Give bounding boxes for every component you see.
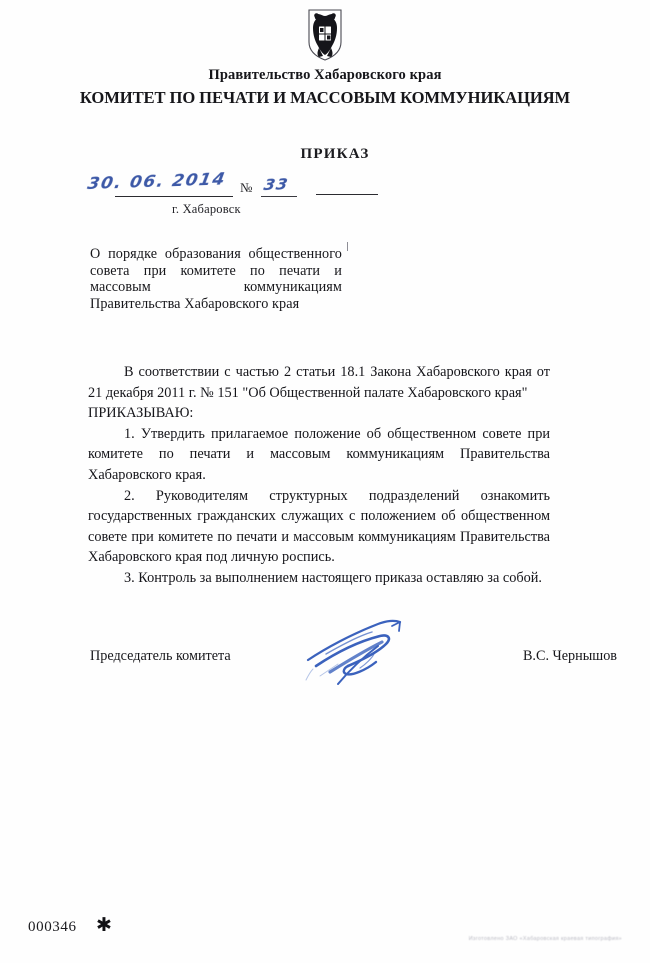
- registration-bar: [85, 169, 418, 222]
- blank-rule: [316, 194, 378, 195]
- footer-imprint-note: Изготовлено ЗАО «Хабаровская краевая типография»: [468, 936, 622, 942]
- document-body: [88, 362, 550, 589]
- emblem-container: [0, 8, 650, 62]
- signatory-name: В.С. Чернышов: [522, 648, 617, 664]
- subject-block: [90, 246, 342, 312]
- body-item-2: 2. Руководителям структурных подразделений ознакомить государственных гражданских служащих с положением об общественном совете при комитете по печати и массовым коммуникациям Правительства Хабаровского края под личную роспись.: [88, 487, 550, 566]
- subject-text: О порядке образования общественного совета при комитете по печати и массовым коммуникациям Правительства Хабаровского края: [90, 246, 342, 312]
- body-preamble: В соответствии с частью 2 статьи 18.1 Закона Хабаровского края от 21 декабря 2011 г. № 151 "Об Общественной палате Хабаровского края": [88, 364, 550, 401]
- registration-date-handwritten: 30. 06. 2014: [85, 169, 228, 195]
- date-rule: [115, 196, 233, 197]
- stamp-number: 000346: [28, 919, 77, 935]
- committee-line: КОМИТЕТ ПО ПЕЧАТИ И МАССОВЫМ КОММУНИКАЦИЯМ: [79, 88, 571, 107]
- registration-number-handwritten: 33: [262, 174, 291, 195]
- government-line: Правительство Хабаровского края: [208, 67, 442, 83]
- khabarovsk-krai-coat-of-arms-bear-icon: [303, 8, 347, 62]
- city-label: г. Хабаровск: [172, 202, 241, 216]
- page-title: ПРИКАЗ: [300, 146, 370, 162]
- number-label: №: [240, 180, 253, 195]
- body-item-1: 1. Утвердить прилагаемое положение об общественном совете при комитете по печати и массовым коммуникациям Правительства Хабаровского края.: [88, 425, 550, 483]
- scan-artifact-tick: [347, 242, 348, 251]
- body-item-3: 3. Контроль за выполнением настоящего приказа оставляю за собой.: [124, 569, 543, 586]
- asterisk-icon: ✱: [96, 914, 112, 936]
- handwritten-signature-icon: [300, 614, 430, 694]
- number-rule: [261, 196, 297, 197]
- signatory-role: Председатель комитета: [90, 648, 231, 664]
- body-order-word: ПРИКАЗЫВАЮ:: [88, 405, 194, 422]
